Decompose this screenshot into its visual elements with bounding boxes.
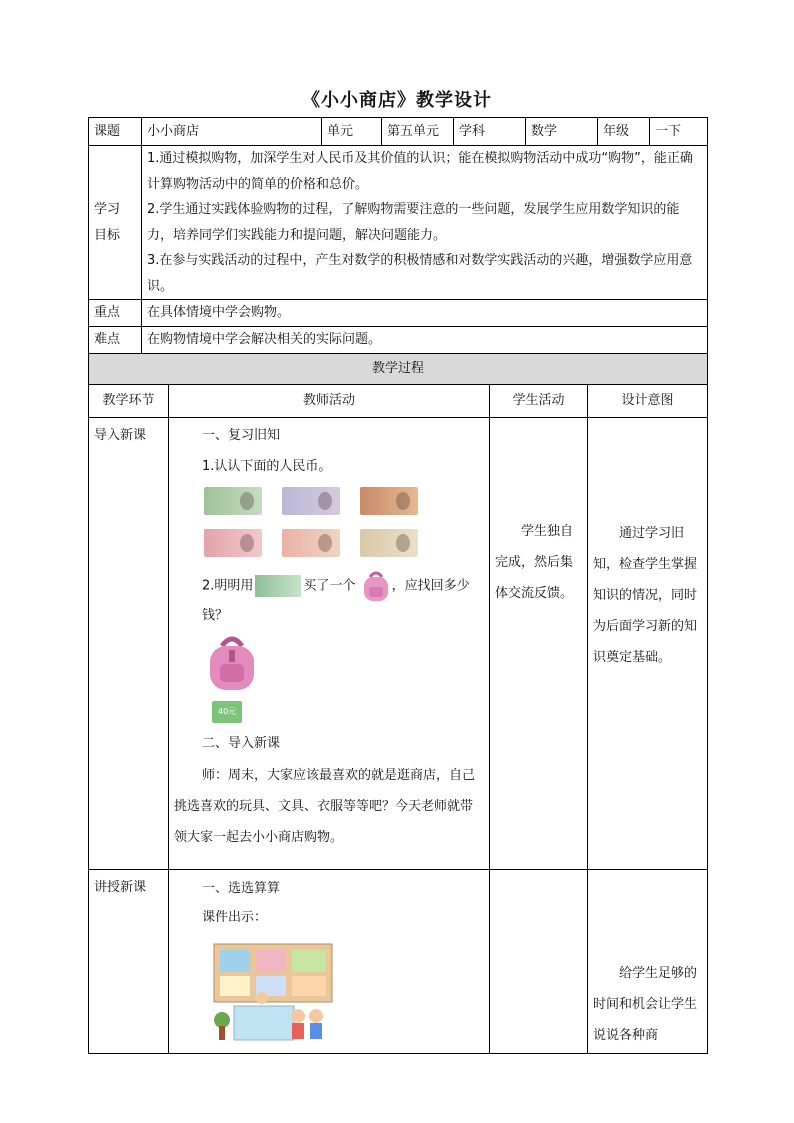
goals-content (142, 146, 708, 300)
student-activity-intro: 学生独自完成，然后集体交流反馈。 (490, 418, 588, 870)
teacher-activity-intro (169, 418, 490, 870)
process-table (88, 353, 708, 1054)
banknotes-row-2 (204, 529, 484, 557)
key-label: 重点 (89, 300, 142, 327)
review-heading: 一、复习旧知 (202, 428, 281, 443)
bag-with-price (204, 634, 484, 723)
intent-new: 给学生足够的时间和机会让学生说说各种商 (588, 870, 708, 1054)
stage-intro: 导入新课 (89, 418, 169, 870)
question-line: 2.明明用 买了一个 ，应找回多少钱？ (174, 569, 484, 628)
topic-value: 小小商店 (142, 118, 322, 146)
backpack-icon (360, 569, 392, 603)
col-stage: 教学环节 (89, 385, 169, 418)
banknote-image (360, 487, 418, 515)
teacher-speech: 师：周末，大家应该最喜欢的就是逛商店，自己挑选喜欢的玩具、文具、衣服等等吧？今天老师就带领大家一起去小小商店购物。 (174, 768, 476, 845)
intro-heading: 二、导入新课 (202, 736, 281, 751)
difficulty-label: 难点 (89, 327, 142, 354)
student-activity-new (490, 870, 588, 1054)
unit-value: 第五单元 (382, 118, 454, 146)
stage-new-lesson: 讲授新课 (89, 870, 169, 1054)
select-heading: 一、选选算算 (202, 881, 281, 896)
col-student: 学生活动 (490, 385, 588, 418)
goals-label: 学习 目标 (89, 146, 142, 300)
review-task: 1.认认下面的人民币。 (202, 459, 332, 474)
subject-label: 学科 (454, 118, 526, 146)
banknote-image (204, 529, 262, 557)
col-teacher: 教师活动 (169, 385, 490, 418)
key-text: 在具体情境中学会购物。 (142, 300, 708, 327)
document-title: 《小小商店》教学设计 (302, 90, 492, 111)
intent-intro: 通过学习旧知，检查学生掌握知识的情况，同时为后面学习新的知识奠定基础。 (588, 418, 708, 870)
teacher-activity-new (169, 870, 490, 1054)
difficulty-text: 在购物情境中学会解决相关的实际问题。 (142, 327, 708, 354)
unit-label: 单元 (322, 118, 382, 146)
goal-item: 1.通过模拟购物，加深学生对人民币及其价值的认识；能在模拟购物活动中成功“购物”，能正确计算购物活动中的简单的价格和总价。 (147, 151, 693, 192)
topic-label: 课题 (89, 118, 142, 146)
grade-label: 年级 (598, 118, 650, 146)
backpack-icon (204, 634, 260, 694)
goal-item: 3.在参与实践活动的过程中，产生对数学的积极情感和对数学实践活动的兴趣，增强数学应用意识。 (147, 253, 693, 294)
banknote-image (282, 487, 340, 515)
goal-item: 2.学生通过实践体验购物的过程，了解购物需要注意的一些问题，发展学生应用数学知识的能力，培养同学们实践能力和提问题，解决问题能力。 (147, 202, 680, 243)
col-intent: 设计意图 (588, 385, 708, 418)
info-table (88, 117, 708, 354)
banknote-image (282, 529, 340, 557)
subject-value: 数学 (526, 118, 598, 146)
process-header: 教学过程 (89, 354, 708, 385)
grade-value: 一下 (650, 118, 708, 146)
price-tag: 40元 (212, 701, 242, 723)
banknotes-row-1 (204, 487, 484, 515)
banknote-image (360, 529, 418, 557)
shop-illustration (212, 940, 336, 1044)
banknote-image (255, 575, 301, 597)
courseware-label: 课件出示： (202, 910, 268, 925)
banknote-image (204, 487, 262, 515)
